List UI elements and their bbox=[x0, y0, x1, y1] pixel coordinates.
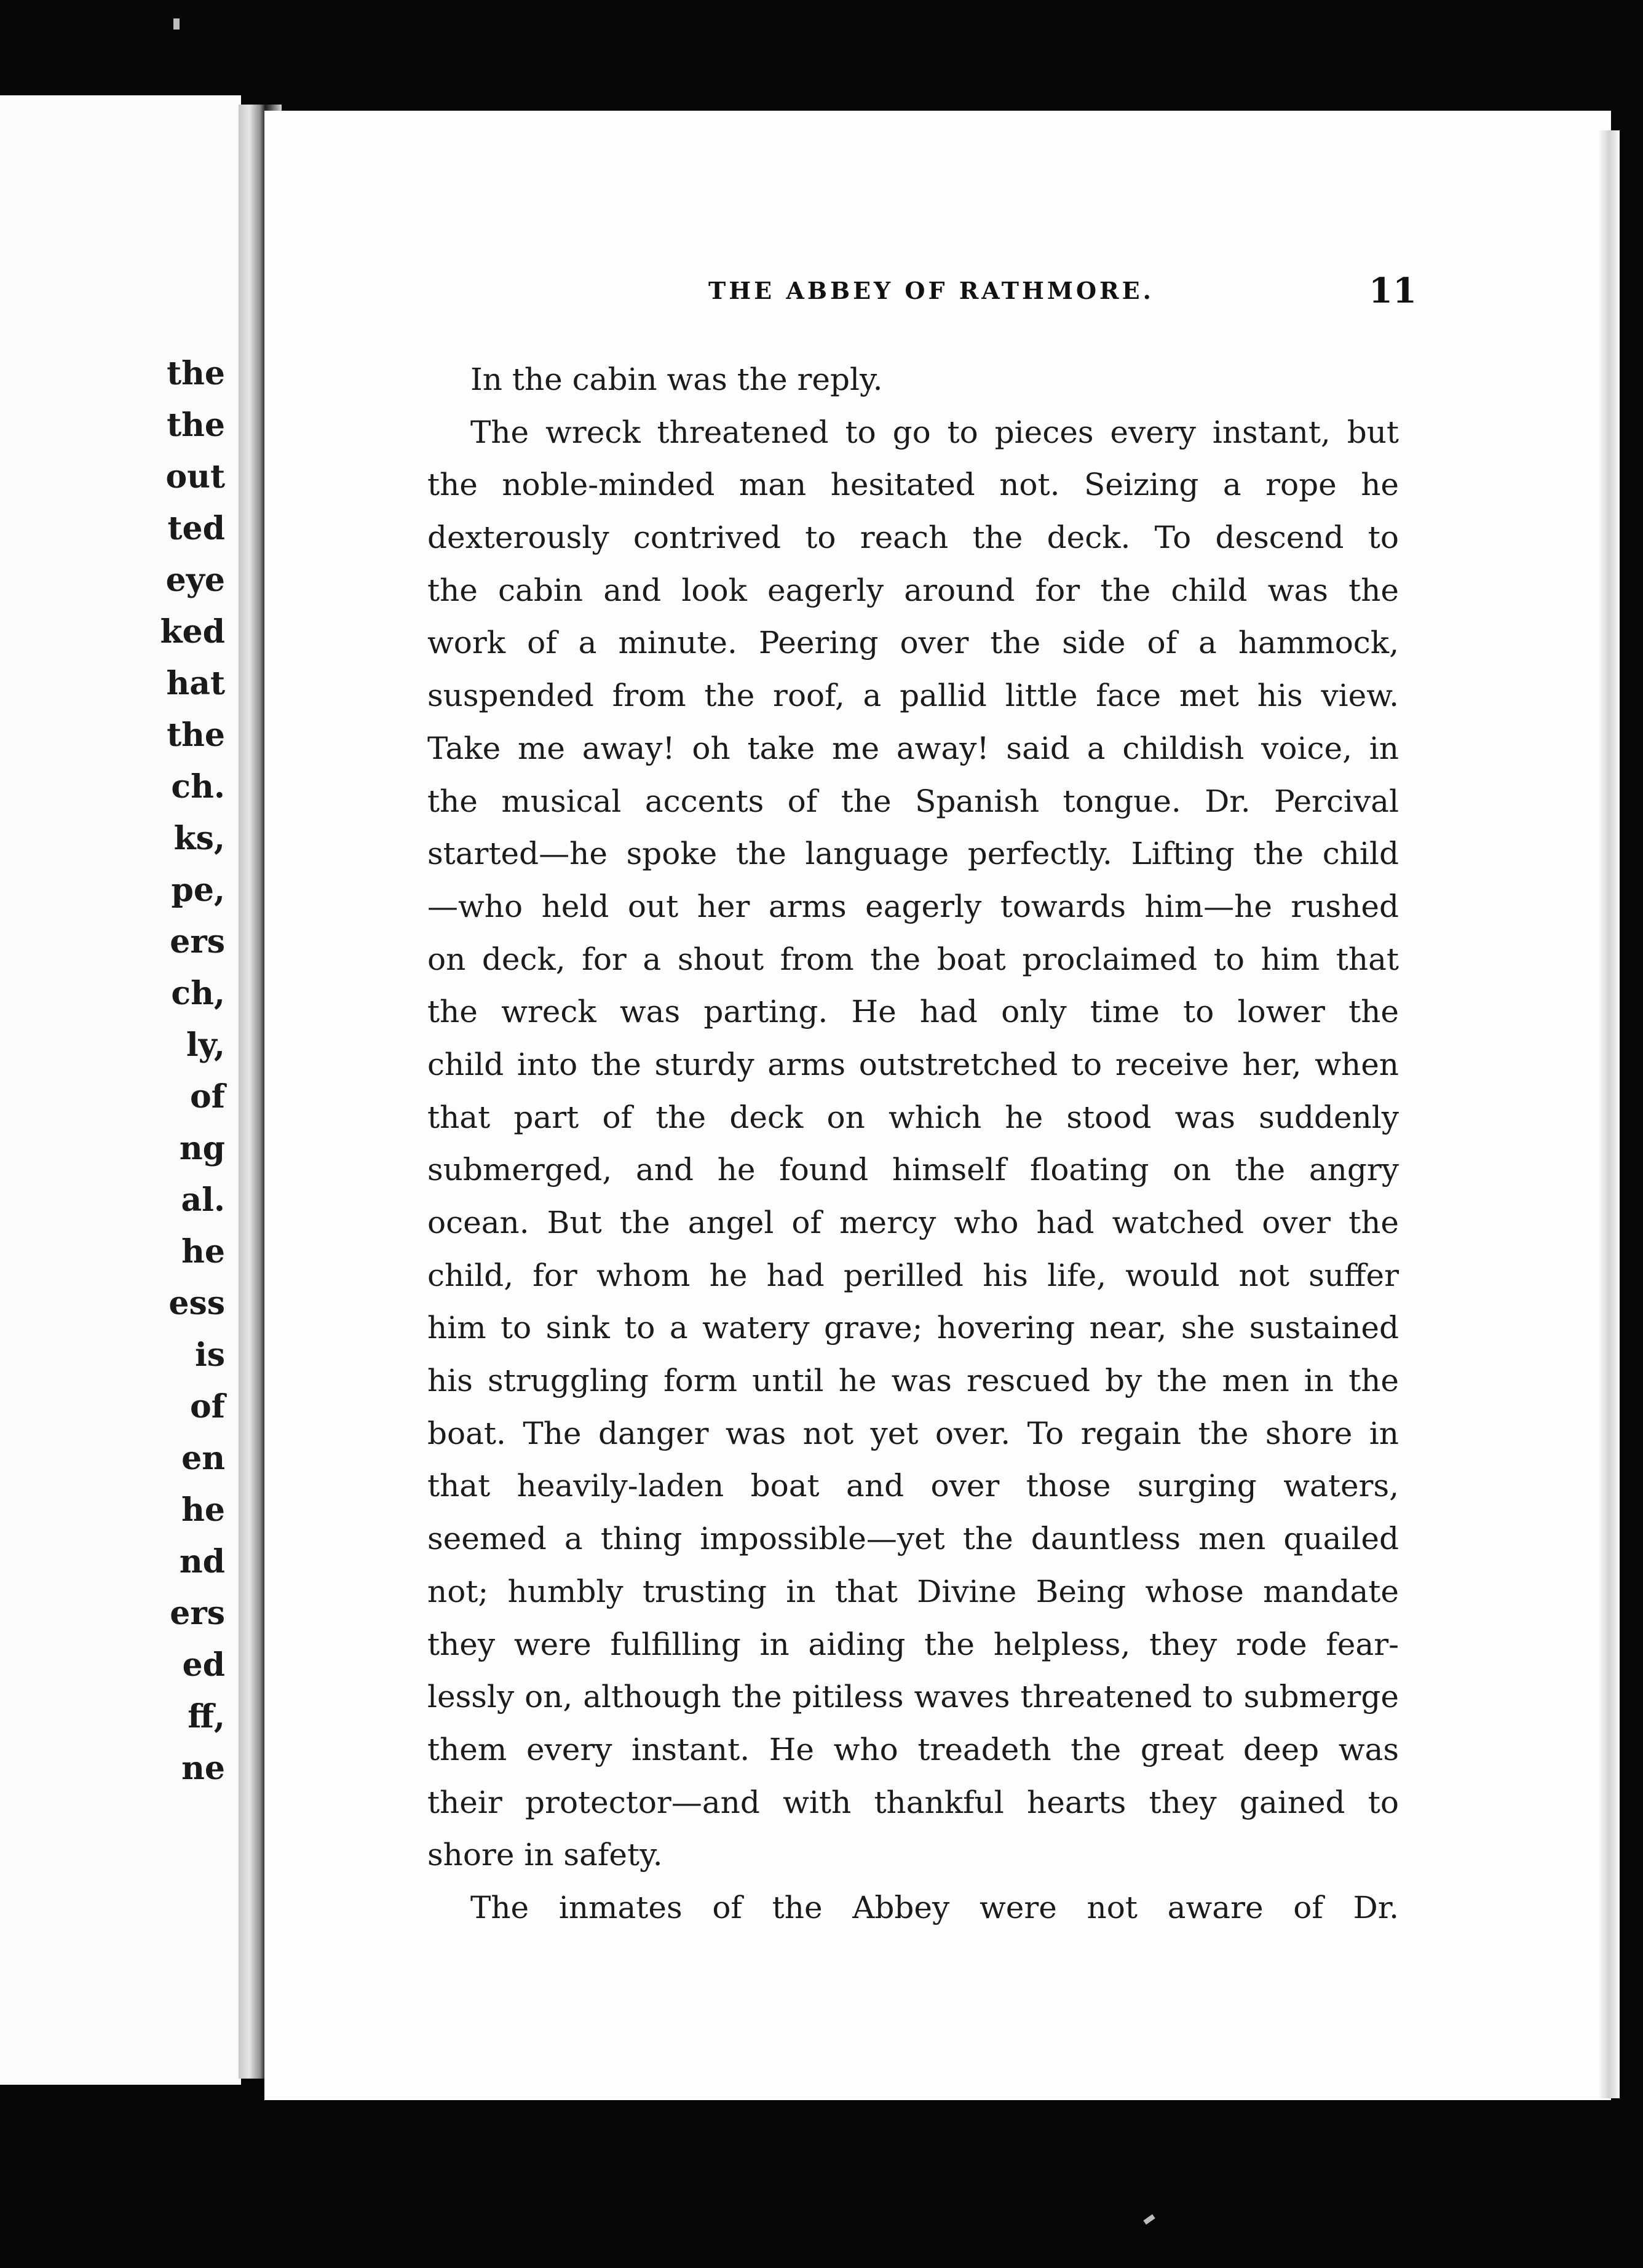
left-page-line: ked bbox=[160, 613, 225, 651]
left-page-line: ed bbox=[182, 1646, 225, 1684]
text-line: In the cabin was the reply. bbox=[470, 362, 883, 397]
running-head: THE ABBEY OF RATHMORE. bbox=[708, 277, 1154, 304]
left-page-line: out bbox=[165, 458, 225, 496]
text-line: The wreck threatened to go to pieces every instant, but bbox=[470, 414, 1399, 450]
page-number: 11 bbox=[1369, 271, 1417, 311]
left-page bbox=[0, 95, 241, 2085]
text-line: seemed a thing impossible—yet the dauntless men quailed bbox=[427, 1521, 1399, 1557]
text-line: child, for whom he had perilled his life, would not suffer bbox=[427, 1257, 1399, 1293]
text-line: started—he spoke the language perfectly. Lifting the child bbox=[427, 836, 1399, 872]
text-line: boat. The danger was not yet over. To regain the shore in bbox=[427, 1415, 1399, 1451]
left-page-line: is bbox=[194, 1336, 225, 1374]
scan-speck bbox=[1143, 2214, 1155, 2225]
text-line: the cabin and look eagerly around for the child was the bbox=[427, 572, 1399, 608]
text-line: Take me away! oh take me away! said a childish voice, in bbox=[427, 730, 1399, 766]
body-text bbox=[427, 354, 1399, 1928]
left-page-line: ted bbox=[167, 510, 225, 547]
left-page-line: ch, bbox=[171, 975, 225, 1012]
text-line: submerged, and he found himself floating on the angry bbox=[427, 1152, 1399, 1188]
left-page-line: the bbox=[167, 716, 225, 754]
page-edge bbox=[1599, 130, 1620, 2098]
left-page-line: pe, bbox=[171, 871, 225, 909]
text-line: The inmates of the Abbey were not aware of Dr. bbox=[470, 1889, 1399, 1925]
text-line: suspended from the roof, a pallid little face met his view. bbox=[427, 678, 1399, 714]
text-line: the musical accents of the Spanish tongue. Dr. Percival bbox=[427, 783, 1399, 819]
text-line: they were fulfilling in aiding the helpless, they rode fear- bbox=[427, 1626, 1399, 1662]
left-page-line: en bbox=[181, 1440, 225, 1477]
left-page-line: the bbox=[167, 355, 225, 392]
left-page-line: the bbox=[167, 406, 225, 444]
text-line: work of a minute. Peering over the side of a hammock, bbox=[427, 625, 1399, 661]
scan-speck bbox=[173, 18, 180, 30]
text-line: —who held out her arms eagerly towards him—he rushed bbox=[427, 888, 1399, 924]
text-line: child into the sturdy arms outstretched to receive her, when bbox=[427, 1046, 1399, 1082]
left-page-line: nd bbox=[179, 1543, 225, 1580]
left-page-line: of bbox=[189, 1078, 225, 1116]
text-line: their protector—and with thankful hearts they gained to bbox=[427, 1784, 1399, 1820]
text-line: them every instant. He who treadeth the great deep was bbox=[427, 1731, 1399, 1767]
text-line: on deck, for a shout from the boat proclaimed to him that bbox=[427, 941, 1399, 977]
left-page-line: ess bbox=[168, 1285, 225, 1322]
left-page-line: ks, bbox=[173, 820, 225, 857]
left-page-line: eye bbox=[165, 561, 225, 599]
left-page-line: ly, bbox=[186, 1026, 225, 1064]
text-line: ocean. But the angel of mercy who had watched over the bbox=[427, 1205, 1399, 1240]
text-line: lessly on, although the pitiless waves threatened to submerge bbox=[427, 1679, 1399, 1715]
text-line: shore in safety. bbox=[427, 1837, 663, 1873]
left-page-line: ch. bbox=[171, 768, 225, 806]
text-line: his struggling form until he was rescued by the men in the bbox=[427, 1363, 1399, 1399]
text-line: that heavily-laden boat and over those surging waters, bbox=[427, 1468, 1399, 1504]
left-page-line: ng bbox=[179, 1130, 225, 1167]
text-line: dexterously contrived to reach the deck. To descend to bbox=[427, 520, 1399, 556]
left-page-line: he bbox=[181, 1491, 225, 1529]
text-line: the noble-minded man hesitated not. Seizing a rope he bbox=[427, 467, 1399, 503]
text-line: that part of the deck on which he stood was suddenly bbox=[427, 1099, 1399, 1135]
left-page-line: of bbox=[189, 1388, 225, 1425]
text-line: him to sink to a watery grave; hovering near, she sustained bbox=[427, 1310, 1399, 1346]
left-page-line: al. bbox=[181, 1181, 225, 1219]
left-page-line: ers bbox=[170, 1595, 225, 1632]
left-page-line: he bbox=[181, 1233, 225, 1271]
text-line: the wreck was parting. He had only time to lower the bbox=[427, 994, 1399, 1030]
left-page-line: ff, bbox=[188, 1698, 225, 1735]
left-page-line: ers bbox=[170, 923, 225, 961]
left-page-line: ne bbox=[181, 1750, 225, 1787]
text-line: not; humbly trusting in that Divine Being whose mandate bbox=[427, 1573, 1399, 1609]
left-page-line: hat bbox=[166, 665, 225, 702]
